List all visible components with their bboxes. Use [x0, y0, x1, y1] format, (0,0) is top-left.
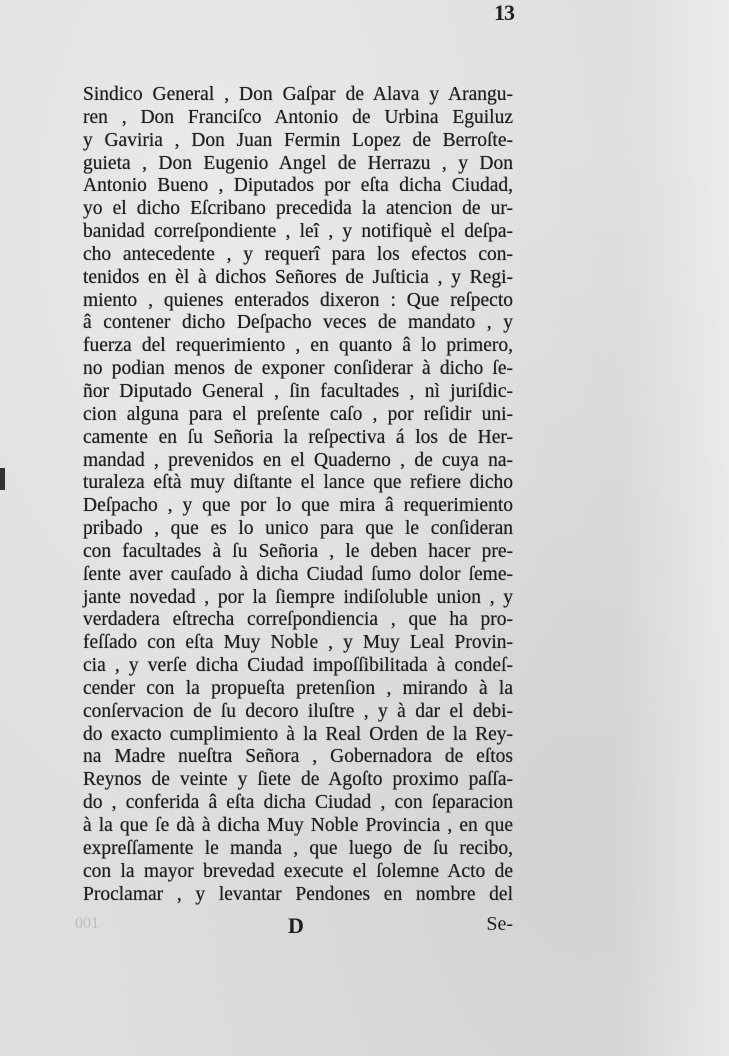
text-line: do exacto cumplimiento à la Real Orden de la Rey-: [83, 723, 513, 745]
text-line: â contener dicho Deſpacho veces de mandato , y: [83, 312, 513, 334]
text-line: Reynos de veinte y ſiete de Agoſto proximo paſſa-: [83, 769, 513, 791]
text-line: y Gaviria , Don Juan Fermin Lopez de Berroſte-: [83, 129, 513, 151]
catchword: Se-: [486, 913, 513, 935]
text-line: ñor Diputado General , ſin facultades , nì juriſdic-: [83, 380, 513, 402]
text-line: con facultades à ſu Señoria , le deben hacer pre-: [83, 540, 513, 562]
text-line: conſervacion de ſu decoro iluſtre , y à dar el debi-: [83, 700, 513, 722]
text-line: Deſpacho , y que por lo que mira â requerimiento: [83, 495, 513, 517]
text-line: no podian menos de exponer conſiderar à dicho ſe-: [83, 358, 513, 380]
page-edge-shading: [619, 0, 729, 1056]
text-line: banidad correſpondiente , leî , y notifiquè el deſpa-: [83, 221, 513, 243]
text-line: na Madre nueſtra Señora , Gobernadora de eſtos: [83, 746, 513, 768]
text-line: jante novedad , por la ſiempre indiſoluble union , y: [83, 586, 513, 608]
text-line: cion alguna para el preſente caſo , por reſidir uni-: [83, 403, 513, 425]
text-line: pribado , que es lo unico para que le conſideran: [83, 518, 513, 540]
page-number: 13: [494, 0, 514, 25]
bleed-through-number: 001: [75, 915, 99, 932]
text-line: cender con la propueſta pretenſion , mirando à la: [83, 677, 513, 699]
text-line: ſente aver cauſado à dicha Ciudad ſumo dolor ſeme-: [83, 563, 513, 585]
text-line: yo el dicho Eſcribano precedida la atencion de ur-: [83, 198, 513, 220]
signature-mark: D: [288, 913, 304, 938]
text-line: turaleza eſtà muy diſtante el lance que refiere dicho: [83, 472, 513, 494]
binding-mark: [0, 468, 5, 490]
text-line: tenidos en èl à dichos Señores de Juſticia , y Regi-: [83, 266, 513, 288]
text-line: feſſado con eſta Muy Noble , y Muy Leal Provin-: [83, 632, 513, 654]
text-line: cho antecedente , y requerî para los efectos con-: [83, 243, 513, 265]
text-line: camente en ſu Señoria la reſpectiva á los de Her-: [83, 426, 513, 448]
text-line: cia , y verſe dicha Ciudad impoſſibilitada à condeſ-: [83, 655, 513, 677]
text-line: à la que ſe dà à dicha Muy Noble Provincia , en que: [83, 815, 513, 836]
text-line: fuerza del requerimiento , en quanto â lo primero,: [83, 335, 513, 357]
text-line: mandad , prevenidos en el Quaderno , de cuya na-: [83, 449, 513, 471]
text-line: verdadera eſtrecha correſpondiencia , que ha pro-: [83, 609, 513, 631]
body-text: [83, 84, 513, 906]
text-line: ren , Don Franciſco Antonio de Urbina Eguiluz: [83, 106, 513, 128]
text-line: Antonio Bueno , Diputados por eſta dicha Ciudad,: [83, 175, 513, 197]
text-line: guieta , Don Eugenio Angel de Herrazu , y Don: [83, 152, 513, 174]
text-line: do , conferida â eſta dicha Ciudad , con ſeparacion: [83, 792, 513, 814]
text-line: Proclamar , y levantar Pendones en nombre del: [83, 883, 513, 905]
text-line: con la mayor brevedad execute el ſolemne Acto de: [83, 860, 513, 882]
page-footer: [75, 913, 513, 939]
text-line: Sindico General , Don Gaſpar de Alava y Arangu-: [83, 84, 513, 105]
text-line: miento , quienes enterados dixeron : Que reſpecto: [83, 289, 513, 311]
text-line: expreſſamente le manda , que luego de ſu recibo,: [83, 837, 513, 859]
